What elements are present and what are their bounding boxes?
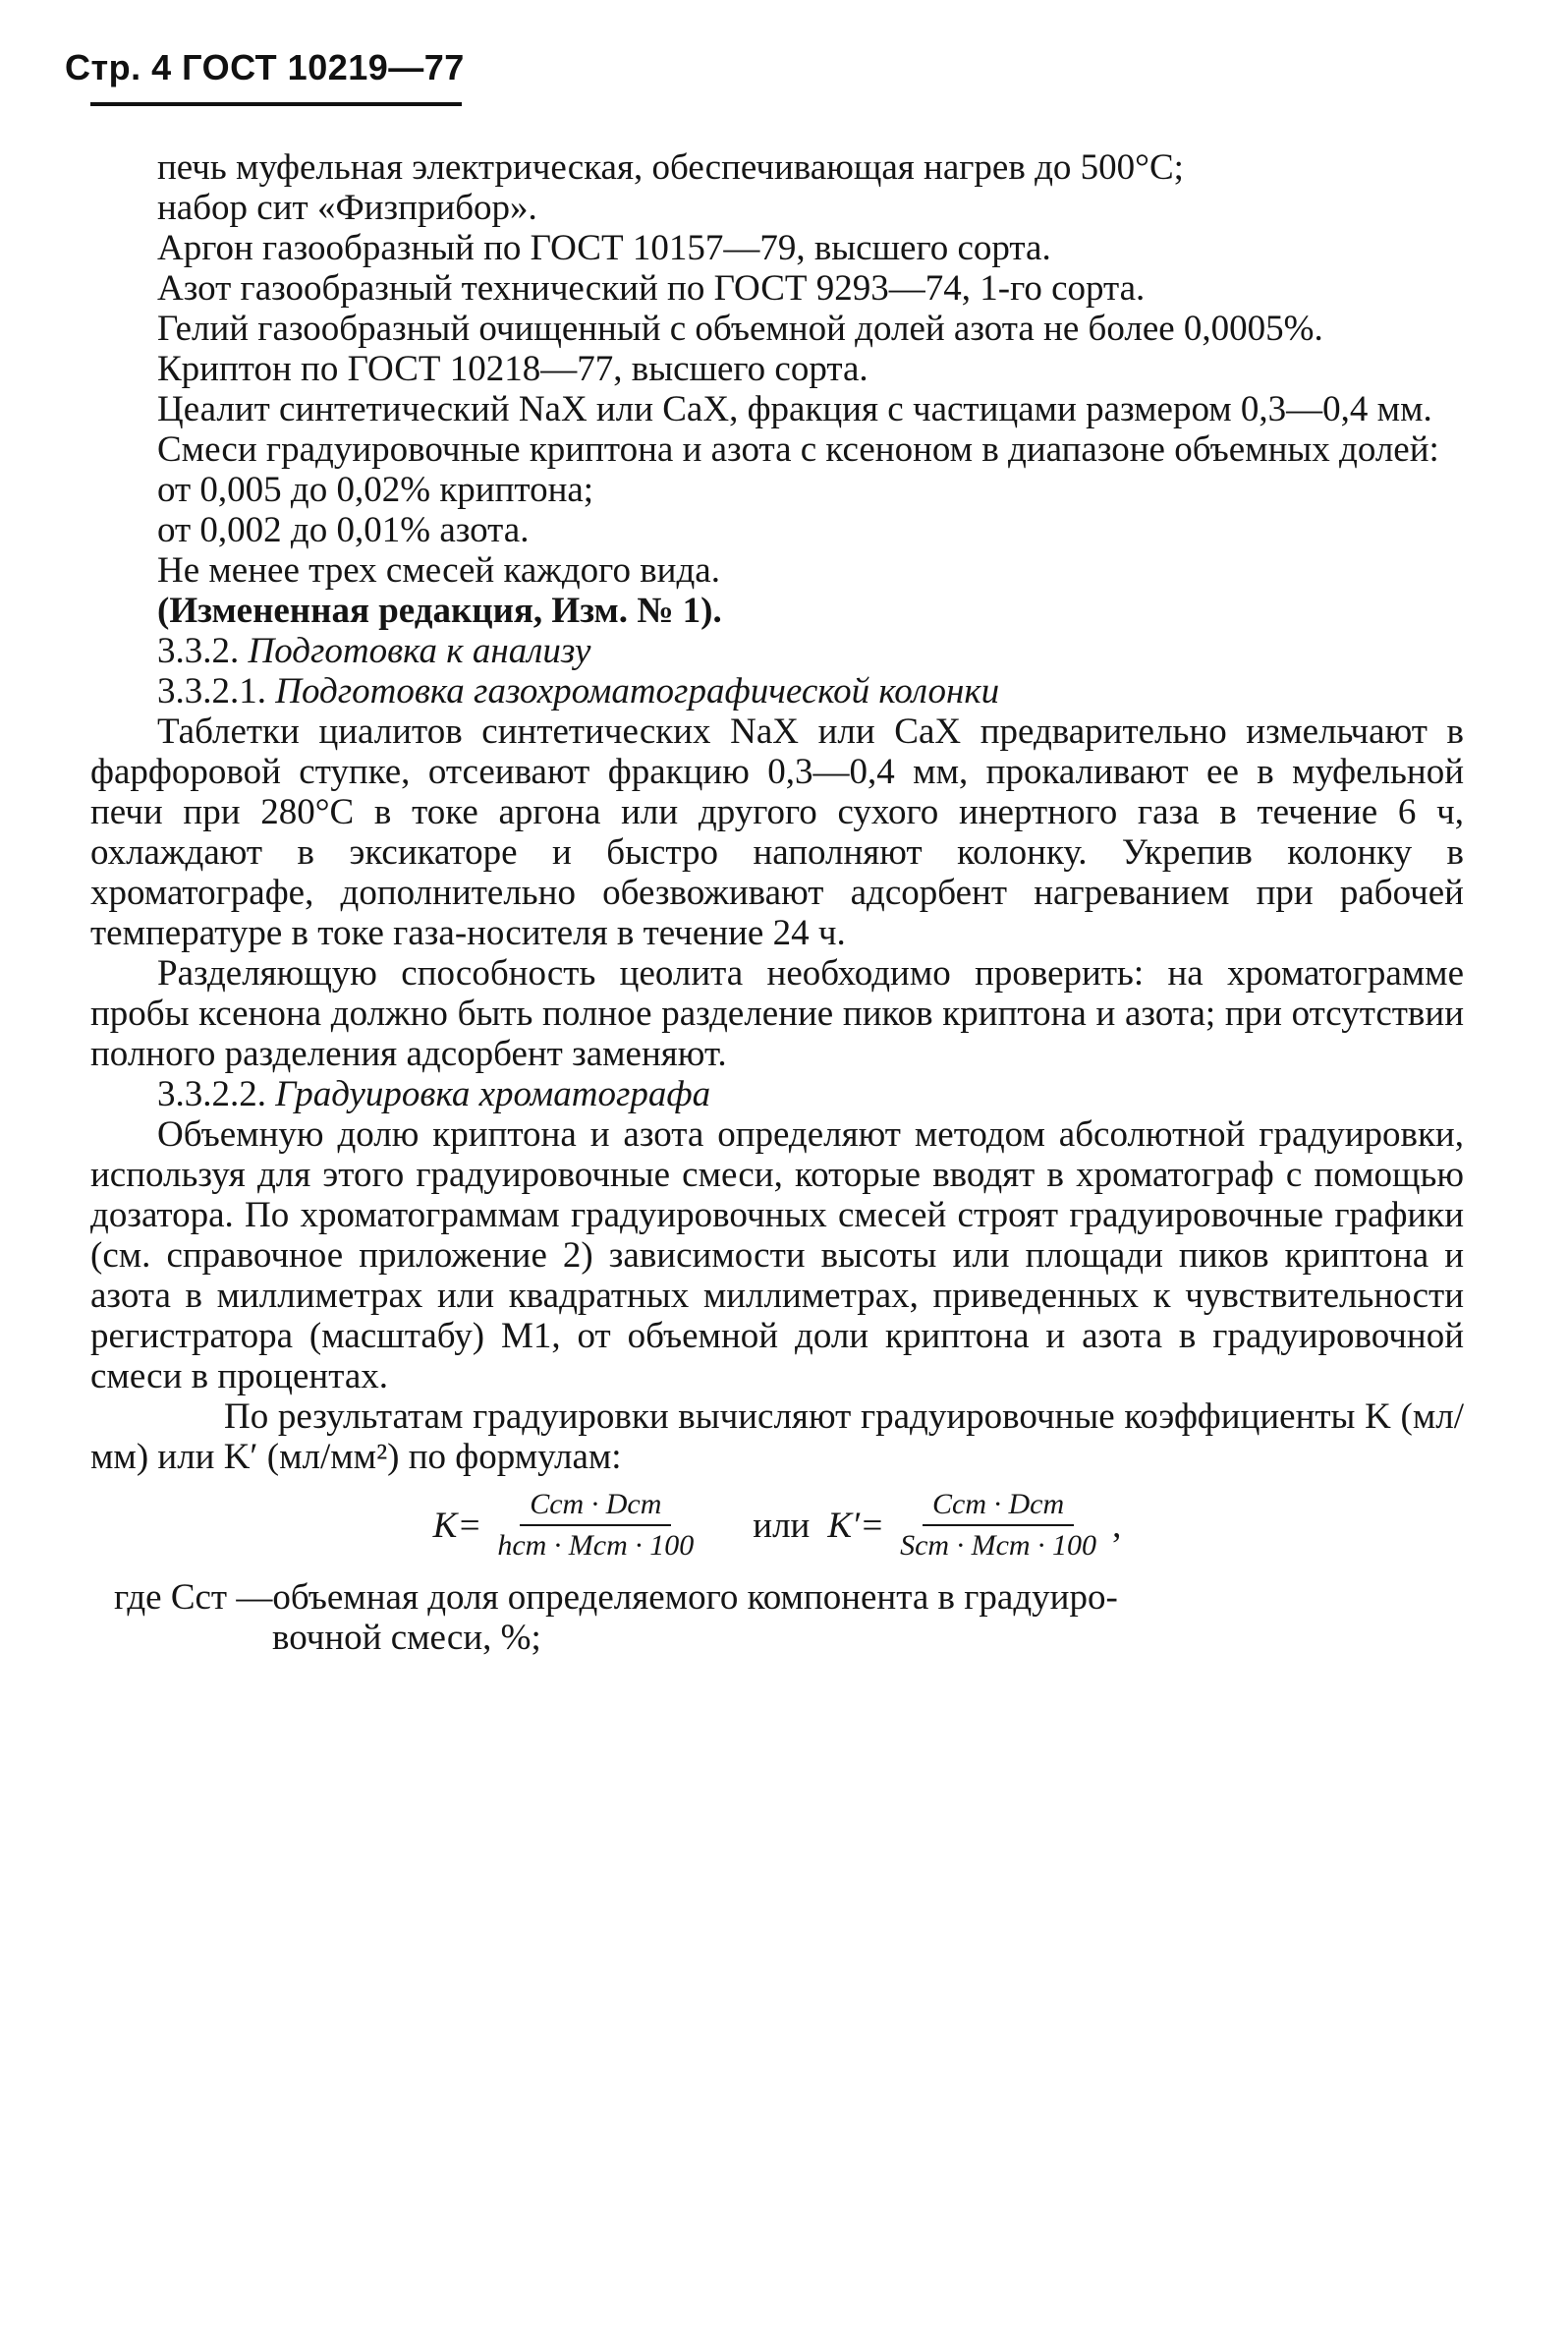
fraction-numerator: Cст · Dст <box>923 1487 1074 1526</box>
section-heading <box>90 671 1464 711</box>
formula-tail: , <box>1112 1505 1122 1546</box>
section-number: 3.3.2.1. <box>157 671 266 711</box>
section-number: 3.3.2.2. <box>157 1074 266 1114</box>
fraction-denominator: Sст · Mст · 100 <box>900 1529 1097 1562</box>
body-text <box>90 147 1464 1658</box>
running-head: Стр. 4 ГОСТ 10219—77 <box>65 47 465 87</box>
paragraph: Криптон по ГОСТ 10218—77, высшего сорта. <box>157 349 868 389</box>
paragraph: Азот газообразный технический по ГОСТ 9293—74, 1-го сорта. <box>157 268 1146 309</box>
paragraph: Разделяющую способность цеолита необходимо проверить: на хроматограмме пробы ксенона должно быть полное разделение пиков криптона и азота; при отсутствии полного разделения адсорбент заменяют. <box>90 953 1464 1074</box>
paragraph: Цеалит синтетический NaX или CaX, фракция с частицами размером 0,3—0,4 мм. <box>157 389 1432 429</box>
fraction <box>487 1487 703 1564</box>
section-heading <box>90 631 1464 671</box>
formula-lhs: K′= <box>827 1505 885 1546</box>
amendment-note: (Измененная редакция, Изм. № 1). <box>157 591 722 631</box>
paragraph: Аргон газообразный по ГОСТ 10157—79, высшего сорта. <box>157 228 1051 268</box>
section-title: Подготовка газохроматографической колонки <box>275 671 1000 711</box>
paragraph: набор сит «Физприбор». <box>157 188 537 228</box>
paragraph: Не менее трех смесей каждого вида. <box>157 550 720 591</box>
fraction-denominator: hст · Mст · 100 <box>497 1529 695 1562</box>
paragraph: от 0,005 до 0,02% криптона; <box>157 470 594 510</box>
section-heading <box>90 1074 1464 1114</box>
where-line: вочной смеси, %; <box>272 1618 541 1658</box>
paragraph: По результатам градуировки вычисляют градуировочные коэффициенты K (мл/мм) или K′ (мл/мм²) по формулам: <box>90 1396 1464 1477</box>
header-rule <box>90 102 462 106</box>
paragraph: Таблетки циалитов синтетических NaX или CaX предварительно измельчают в фарфоровой ступке, отсеивают фракцию 0,3—0,4 мм, прокаливают ее в муфельной печи при 280°С в токе аргона или другого сухого инертного газа в течение 6 ч, охлаждают в эксикаторе и быстро наполняют колонку. Укрепив колонку в хроматографе, дополнительно обезвоживают адсорбент нагреванием при рабочей температуре в токе газа-носителя в течение 24 ч. <box>90 711 1464 953</box>
formula <box>90 1487 1464 1564</box>
paragraph: Смеси градуировочные криптона и азота с ксеноном в диапазоне объемных долей: <box>157 429 1439 470</box>
where-line: где Cст —объемная доля определяемого компонента в градуиро- <box>114 1577 1118 1618</box>
fraction <box>890 1487 1106 1564</box>
where-clause <box>90 1577 1464 1658</box>
paragraph: печь муфельная электрическая, обеспечивающая нагрев до 500°С; <box>157 147 1184 188</box>
formula-lhs: K= <box>432 1505 482 1546</box>
paragraph: от 0,002 до 0,01% азота. <box>157 510 530 550</box>
formula-connector: или <box>753 1505 811 1546</box>
section-title: Градуировка хроматографа <box>275 1074 711 1114</box>
section-title: Подготовка к анализу <box>248 631 591 671</box>
paragraph: Объемную долю криптона и азота определяют методом абсолютной градуировки, используя для этого градуировочные смеси, которые вводят в хроматограф с помощью дозатора. По хроматограммам градуировочных смесей строят градуировочные графики (см. справочное приложение 2) зависимости высоты или площади пиков криптона и азота в миллиметрах или квадратных миллиметрах, приведенных к чувствительности регистратора (масштабу) M1, от объемной доли криптона и азота в градуировочной смеси в процентах. <box>90 1114 1464 1396</box>
section-number: 3.3.2. <box>157 631 240 671</box>
paragraph: Гелий газообразный очищенный с объемной долей азота не более 0,0005%. <box>157 309 1323 349</box>
fraction-numerator: Cст · Dст <box>520 1487 671 1526</box>
